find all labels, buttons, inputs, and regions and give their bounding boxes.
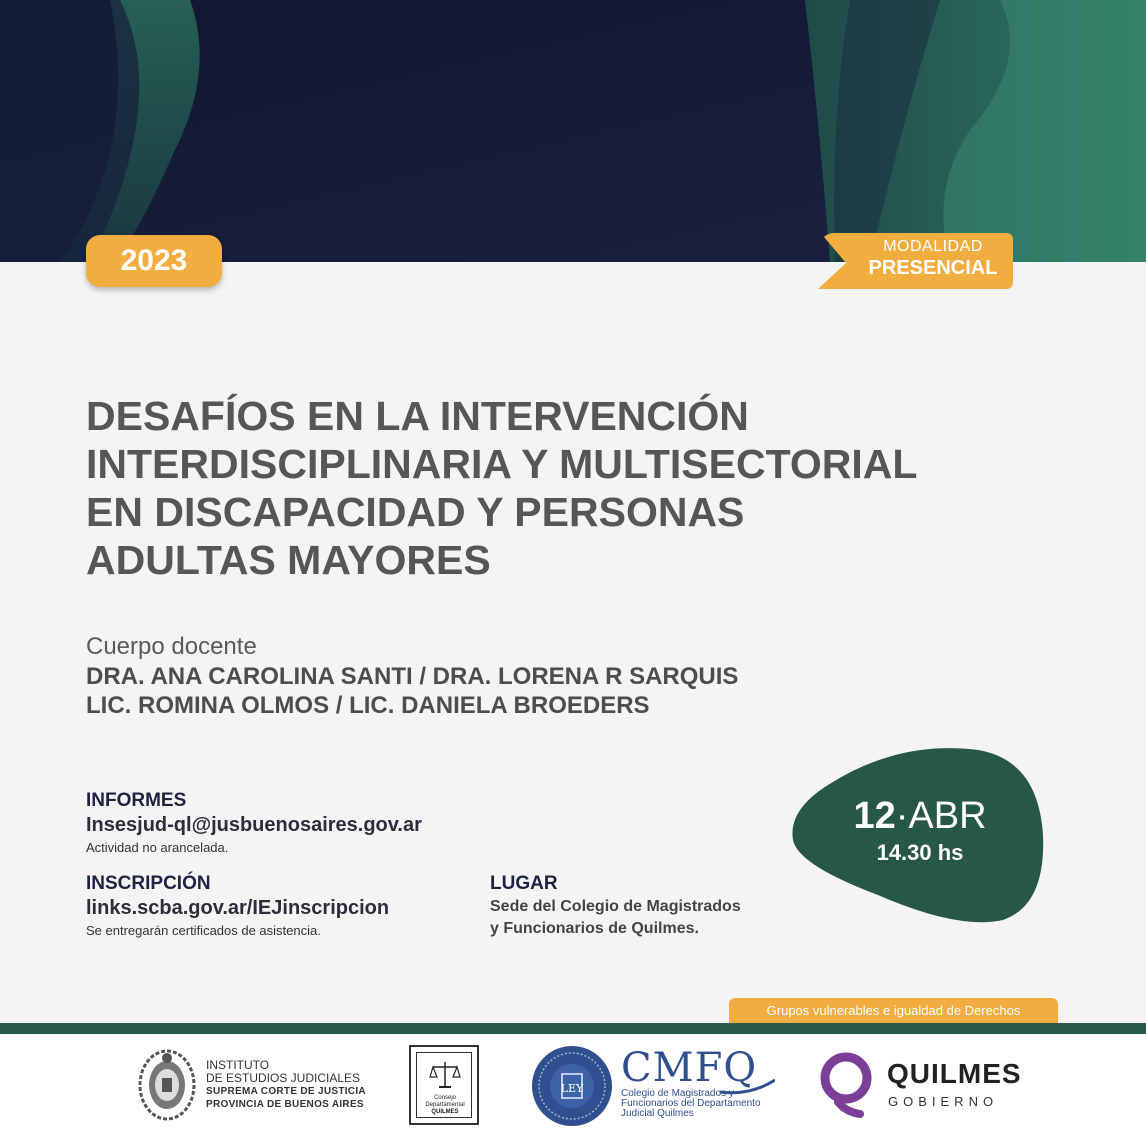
- inscripcion-note: Se entregarán certificados de asistencia.: [86, 923, 321, 938]
- date-time: 14.30 hs: [876, 840, 964, 865]
- faculty-line-2: LIC. ROMINA OLMOS / LIC. DANIELA BROEDERS: [86, 692, 650, 719]
- iej-line-1: INSTITUTO: [206, 1058, 270, 1072]
- date-day: 12: [853, 795, 896, 837]
- faculty-label: Cuerpo docente: [86, 633, 257, 660]
- category-tag: [729, 998, 1058, 1023]
- faculty-names: [86, 662, 738, 720]
- lugar-heading: LUGAR: [490, 873, 558, 894]
- date-separator: ·: [895, 795, 909, 837]
- inscripcion-section: [86, 873, 389, 938]
- quilmes-name: QUILMES: [887, 1058, 1022, 1089]
- cmfq-subtitle: [621, 1089, 761, 1119]
- informes-section: [86, 790, 422, 855]
- title-line-2: INTERDISCIPLINARIA Y MULTISECTORIAL: [86, 441, 918, 487]
- iej-line-4: PROVINCIA DE BUENOS AIRES: [206, 1099, 364, 1110]
- modality-label: MODALIDAD: [883, 238, 983, 255]
- footer-band: [0, 1023, 1146, 1034]
- scales-icon: [429, 1059, 461, 1091]
- event-title: [86, 392, 1086, 584]
- event-date: [800, 795, 1040, 866]
- faculty-line-1: DRA. ANA CAROLINA SANTI / DRA. LORENA R SARQUIS: [86, 663, 739, 690]
- lugar-line-2: y Funcionarios de Quilmes.: [490, 920, 699, 937]
- coat-of-arms-icon: [136, 1048, 198, 1122]
- informes-heading: INFORMES: [86, 790, 187, 811]
- cmfq-seal-text: LEY: [560, 1082, 584, 1095]
- cmfq-sub-1: Colegio de Magistrados y: [621, 1088, 734, 1099]
- informes-email[interactable]: Insesjud-ql@jusbuenosaires.gov.ar: [86, 814, 422, 836]
- cmfq-acronym: CMFQ: [621, 1045, 758, 1091]
- consejo-text: [417, 1095, 473, 1116]
- category-tag-text: Grupos vulnerables e igualdad de Derechos: [766, 1003, 1021, 1018]
- consejo-logo: [409, 1045, 479, 1125]
- modality-value: PRESENCIAL: [868, 257, 998, 279]
- informes-note: Actividad no arancelada.: [86, 840, 229, 855]
- date-month: ABR: [908, 795, 987, 837]
- title-line-3: EN DISCAPACIDAD Y PERSONAS: [86, 489, 745, 535]
- cmfq-sub-2: Funcionarios del Departamento: [621, 1098, 761, 1109]
- year-badge: [86, 235, 222, 287]
- modality-text: [858, 239, 1008, 278]
- consejo-logo-inner: [416, 1052, 472, 1118]
- iej-line-2: DE ESTUDIOS JUDICIALES: [206, 1071, 361, 1085]
- q-logo-icon: [818, 1050, 874, 1118]
- hero-background: [0, 0, 1146, 262]
- modality-badge: [818, 233, 1013, 289]
- hero-graphic: [0, 0, 1146, 262]
- iej-line-3: SUPREMA CORTE DE JUSTICIA: [206, 1086, 366, 1097]
- year-text: 2023: [120, 244, 188, 277]
- cmfq-seal-icon: [530, 1044, 614, 1128]
- inscripcion-link[interactable]: links.scba.gov.ar/IEJinscripcion: [86, 897, 390, 919]
- consejo-line-2: Departamental: [425, 1102, 465, 1108]
- iej-logo-text: [206, 1059, 366, 1111]
- inscripcion-heading: INSCRIPCIÓN: [86, 873, 211, 894]
- lugar-line-1: Sede del Colegio de Magistrados: [490, 898, 741, 915]
- consejo-line-1: Consejo: [433, 1095, 456, 1101]
- cmfq-sub-3: Judicial Quilmes: [621, 1108, 694, 1119]
- consejo-line-3: QUILMES: [431, 1109, 459, 1115]
- title-line-1: DESAFÍOS EN LA INTERVENCIÓN: [86, 393, 749, 439]
- title-line-4: ADULTAS MAYORES: [86, 537, 491, 583]
- quilmes-subtitle: GOBIERNO: [888, 1094, 999, 1109]
- lugar-section: [490, 873, 741, 939]
